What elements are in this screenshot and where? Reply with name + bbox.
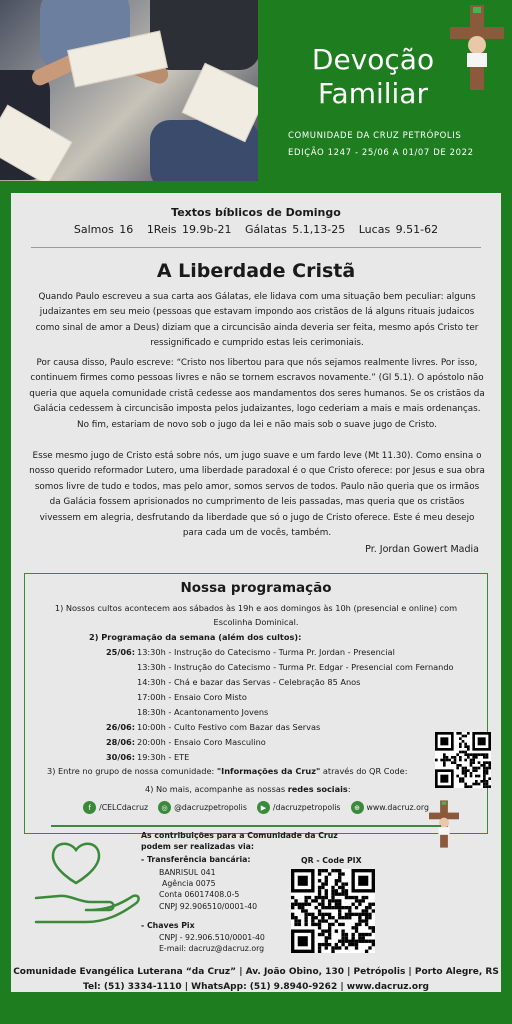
schedule-date xyxy=(105,690,135,705)
bank-details: BANRISUL 041 Agência 0075 Conta 06017408.0-5 CNPJ 92.906510/0001-40 xyxy=(159,868,258,911)
schedule-entry: 14:30h - Chá e bazar das Servas - Celebração 85 Anos xyxy=(137,677,361,687)
pix-qr-code[interactable] xyxy=(291,869,375,953)
schedule-date xyxy=(105,705,135,720)
social-facebook[interactable]: f /CELCdacruz xyxy=(83,801,148,814)
schedule-date: 28/06: xyxy=(105,737,135,747)
program-item-3: 3) Entre no grupo de nossa comunidade: "Informações da Cruz" através do QR Code: xyxy=(47,766,408,776)
schedule-date: 25/06: xyxy=(105,647,135,657)
social-youtube[interactable]: ▶ /dacruzpetropolis xyxy=(257,801,341,814)
schedule-entry: 19:30h - ETE xyxy=(137,752,190,762)
schedule-date: 30/06: xyxy=(105,752,135,762)
program-item-1: 1) Nossos cultos acontecem aos sábados às 19h e aos domingos às 10h (presencial e online) com Escolinha Dominical. xyxy=(54,603,458,628)
divider xyxy=(31,247,481,248)
schedule-row xyxy=(105,675,454,690)
article-paragraph-1: Quando Paulo escreveu a sua carta aos Gálatas, ele lidava com uma situação bem peculiar: alguns judaizantes em seu meio (pessoas que estavam impondo aos cristãos de lá alguns rituais judaicos como sinal de amor a Deus) diziam que a circuncisão ainda deveria ser feita, mesmo após Cristo ter ressignificado e cumprido estas leis cerimoniais. xyxy=(35,292,479,349)
instagram-icon: ◎ xyxy=(158,801,171,814)
program-item-4: 4) No mais, acompanhe as nossas redes sociais: xyxy=(145,784,351,794)
social-website[interactable]: ⊕ www.dacruz.org xyxy=(351,801,429,814)
donations-divider xyxy=(51,825,441,827)
schedule-entry: 20:00h - Ensaio Coro Masculino xyxy=(137,737,266,747)
schedule-row xyxy=(105,690,454,705)
pix-label: - Chaves Pix xyxy=(141,921,195,930)
article-title: A Liberdade Cristã xyxy=(156,260,356,282)
article-signature: Pr. Jordan Gowert Madia xyxy=(365,544,479,555)
schedule-entry: 10:00h - Culto Festivo com Bazar das Servas xyxy=(137,722,321,732)
social-links xyxy=(25,801,487,814)
cross-logo-small-icon xyxy=(429,800,459,848)
schedule-entry: 13:30h - Instrução do Catecismo - Turma Pr. Edgar - Presencial com Fernando xyxy=(137,662,454,672)
globe-icon: ⊕ xyxy=(351,801,364,814)
readings-heading: Textos bíblicos de Domingo xyxy=(171,206,341,219)
schedule-date xyxy=(105,675,135,690)
schedule-entry: 13:30h - Instrução do Catecismo - Turma Pr. Jordan - Presencial xyxy=(137,647,395,657)
facebook-icon: f xyxy=(83,801,96,814)
schedule-date: 26/06: xyxy=(105,722,135,732)
content-panel xyxy=(11,193,501,992)
whatsapp-group-qr-code[interactable] xyxy=(435,732,491,788)
schedule-list xyxy=(105,645,454,765)
reading-item: Lucas 9.51-62 xyxy=(358,223,439,236)
schedule-row xyxy=(105,705,454,720)
schedule-row xyxy=(105,735,454,750)
pix-qr-label: QR - Code PIX xyxy=(301,856,362,865)
page-title: Devoção Familiar xyxy=(311,43,435,110)
program-box xyxy=(24,573,488,834)
schedule-row xyxy=(105,660,454,675)
reading-item: 1Reis 19.9b-21 xyxy=(146,223,232,236)
schedule-entry: 17:00h - Ensaio Coro Misto xyxy=(137,692,247,702)
schedule-entry: 18:30h - Acantonamento Jovens xyxy=(137,707,269,717)
social-instagram[interactable]: ◎ @dacruzpetropolis xyxy=(158,801,247,814)
edition-info: COMUNIDADE DA CRUZ PETRÓPOLIS EDIÇÃO 1247 - 25/06 A 01/07 DE 2022 xyxy=(288,131,474,158)
header xyxy=(0,0,512,181)
schedule-row xyxy=(105,720,454,735)
bank-transfer-label: - Transferência bancária: xyxy=(141,855,251,864)
cross-logo-icon xyxy=(450,5,504,90)
footer-contact: Comunidade Evangélica Luterana “da Cruz” | Av. João Obino, 130 | Petrópolis | Porto Alegre, RS Tel: (51) 3334-1110 | WhatsApp: (51) 9.8940-9262 | www.dacruz.org xyxy=(13,967,499,992)
schedule-row xyxy=(105,750,454,765)
heart-hand-icon xyxy=(31,838,141,933)
program-item-2-heading: 2) Programação da semana (além dos cultos): xyxy=(89,632,302,642)
donations-heading: As contribuições para a Comunidade da Cruz podem ser realizadas via: xyxy=(141,831,338,852)
article-paragraph-3: Esse mesmo jugo de Cristo está sobre nós, um jugo suave e um fardo leve (Mt 11.30). Como ensina o nosso querido reformador Lutero, uma liberdade paradoxal é o que Cristo oferece: por Jesus e sua obra somos livre de tudo e todos, mas pelo amor, somos servos de todos. Paulo não queria que os irmãos da Galácia fossem aprisionados no cumprimento de leis passadas, mas queria que os cristãos vivessem em alegria, desfrutando da liberdade que só o jugo de Cristo oferece. Este é meu desejo para cada um de vocês, também. xyxy=(29,451,485,539)
reading-item: Salmos 16 xyxy=(73,223,134,236)
reading-item: Gálatas 5.1,13-25 xyxy=(244,223,346,236)
youtube-icon: ▶ xyxy=(257,801,270,814)
pix-details: CNPJ - 92.906.510/0001-40 E-mail: dacruz@dacruz.org xyxy=(159,933,265,954)
program-title: Nossa programação xyxy=(180,580,332,596)
article-paragraph-2: Por causa disso, Paulo escreve: “Cristo nos libertou para que nós sejamos realmente livres. Por isso, continuem firmes como pessoas livres e não se tornem escravos novamente.” (Gl 5.1). O apóstolo não queria que aquela comunidade cristã cedesse aos mandamentos dos seres humanos. Se os cristãos da Galácia cedessem à circuncisão imposta pelos judaizantes, logo cederiam a mais e mais ordenanças. No fim, estariam de novo sob o jugo da lei e não mais sob o suave jugo de Cristo. xyxy=(29,358,485,430)
readings-list xyxy=(11,223,501,236)
schedule-date xyxy=(105,660,135,675)
header-photo-bible-study xyxy=(0,0,258,181)
schedule-row xyxy=(105,645,454,660)
